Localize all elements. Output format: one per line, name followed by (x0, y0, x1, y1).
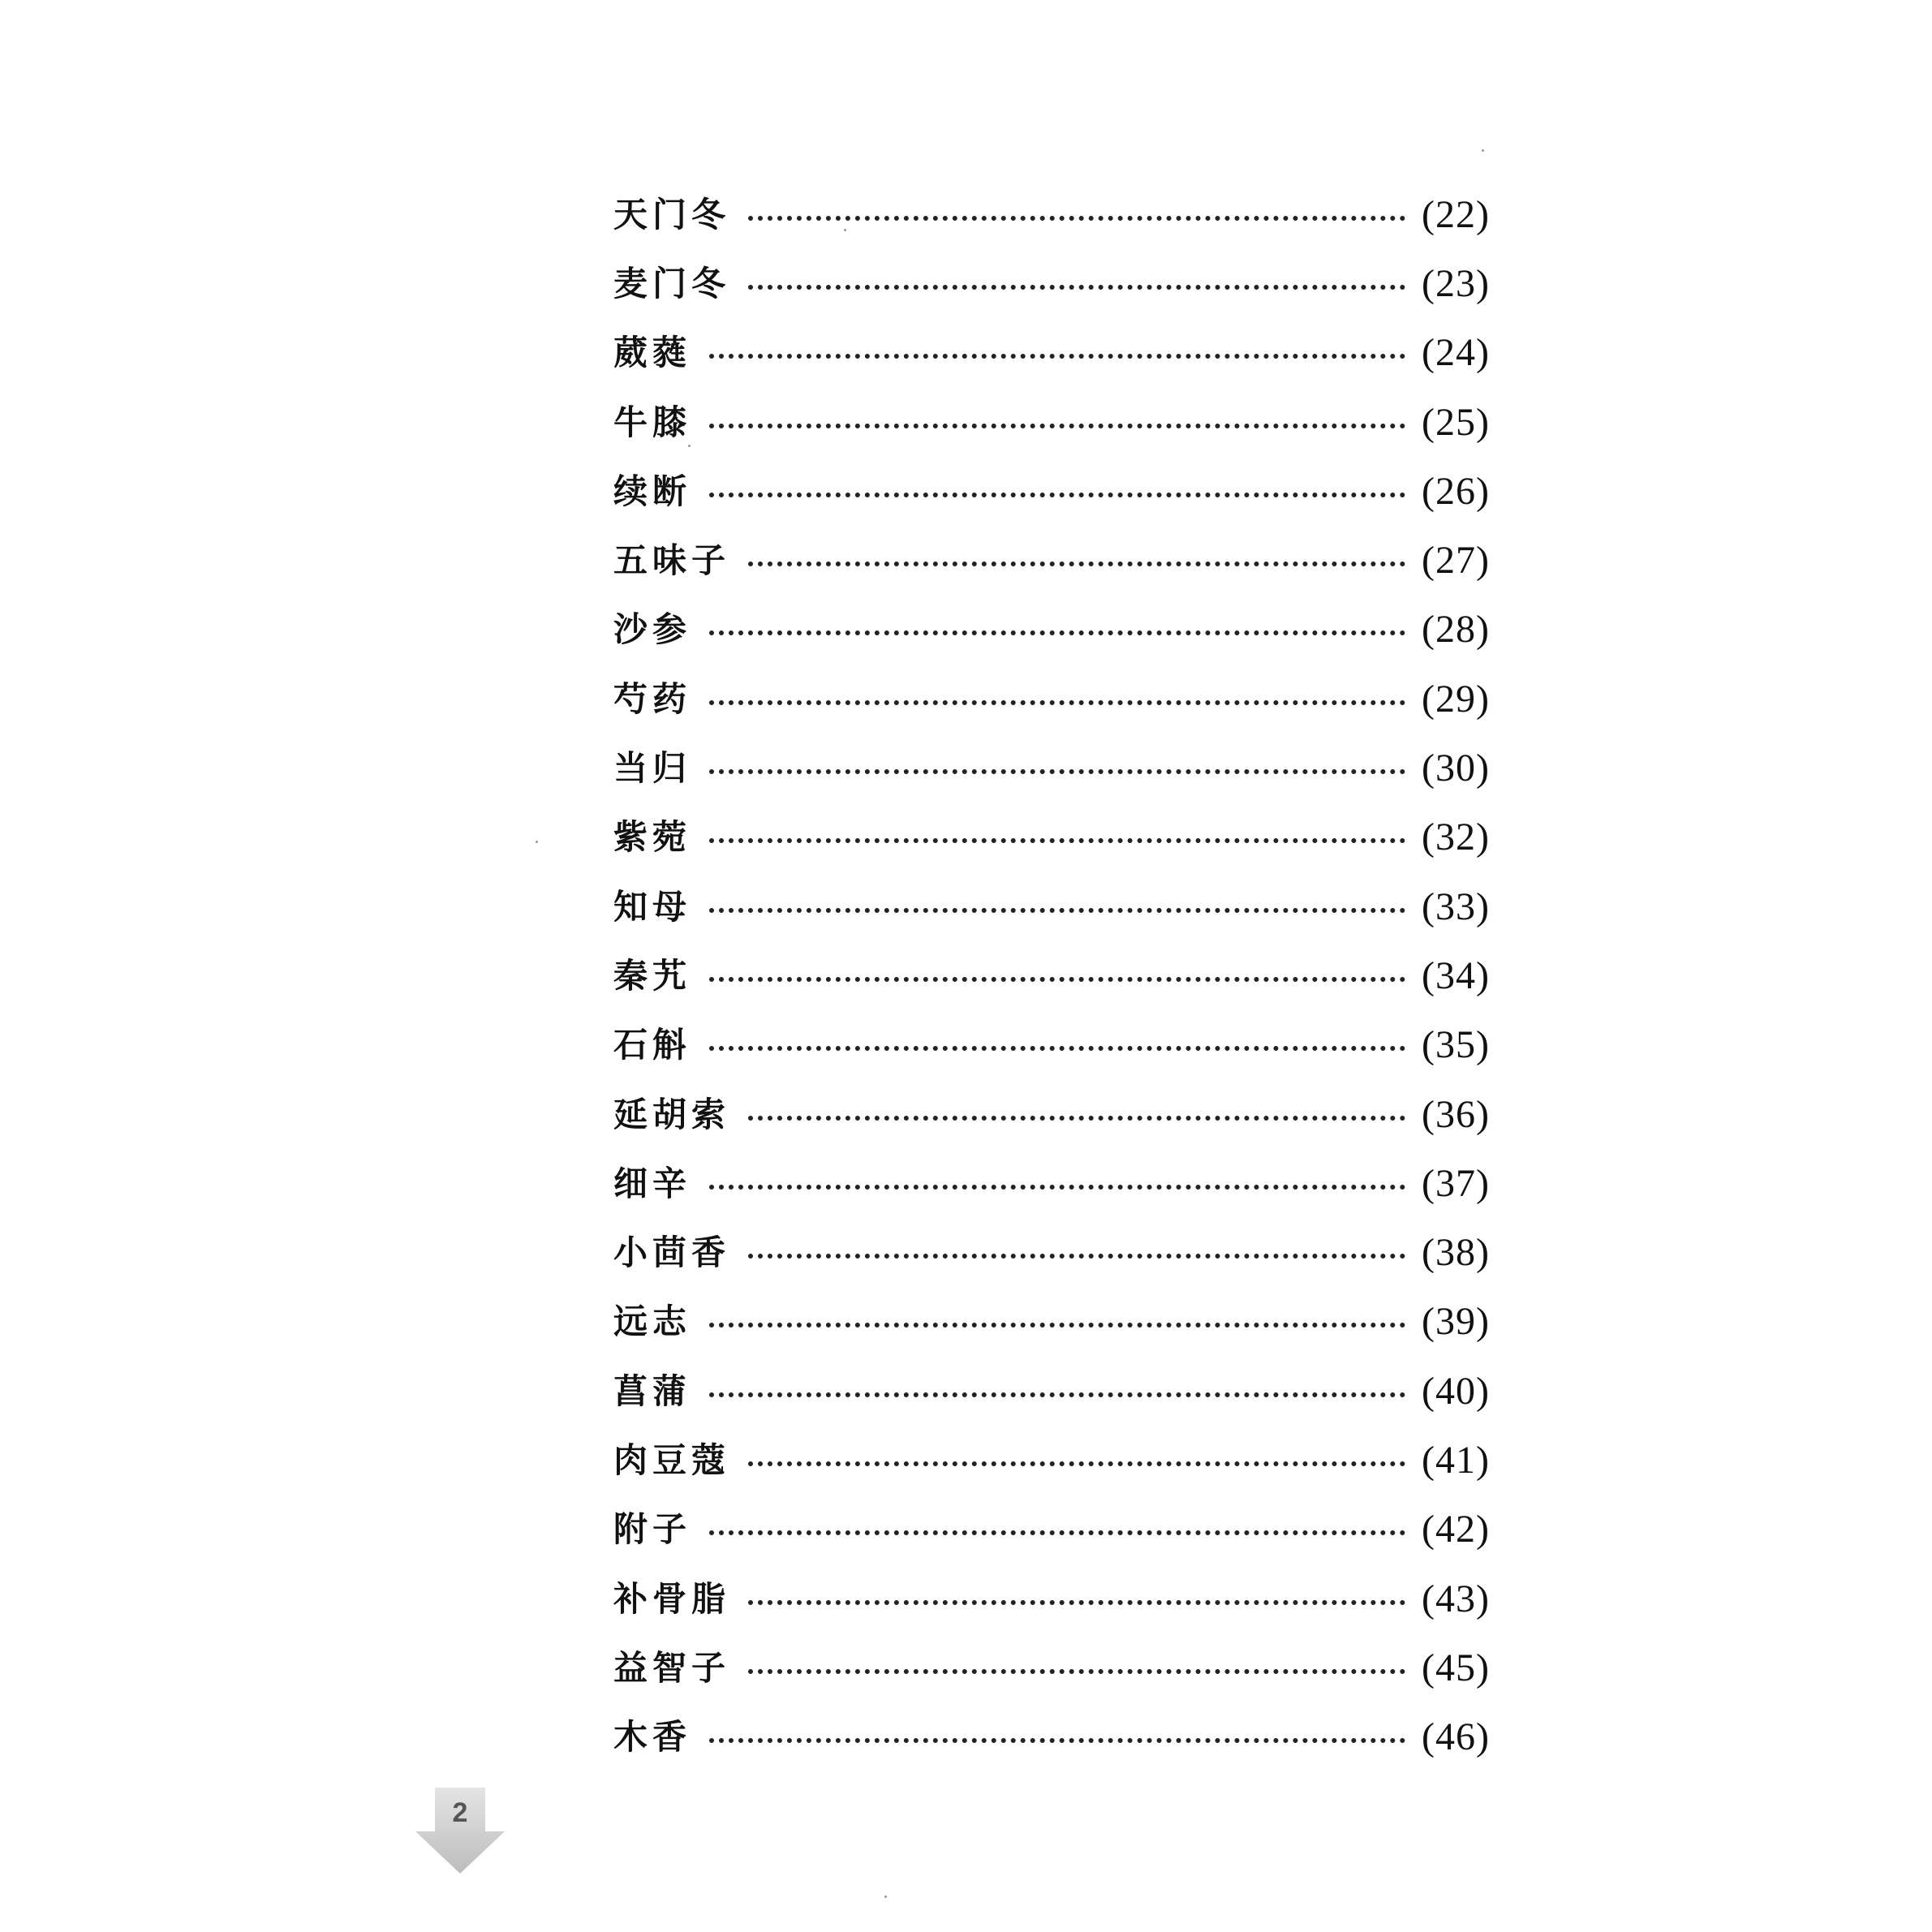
toc-entry-title: 附子 (613, 1509, 692, 1550)
toc-entry-page-number: (38) (1422, 1231, 1490, 1275)
toc-entry-title: 沙参 (613, 609, 692, 650)
toc-entry-page-number: (25) (1422, 400, 1490, 444)
toc-entry[interactable] (613, 249, 1490, 318)
dot-leader (709, 977, 1405, 982)
toc-entry-title: 肉豆蔻 (613, 1439, 731, 1480)
scan-speck (688, 445, 691, 447)
toc-entry[interactable] (613, 1080, 1490, 1149)
dot-leader (748, 1600, 1405, 1605)
toc-entry[interactable] (613, 1288, 1490, 1357)
toc-entry-page-number: (37) (1422, 1161, 1490, 1205)
dot-leader (748, 1116, 1405, 1121)
toc-entry-page-number: (34) (1422, 953, 1490, 997)
toc-entry[interactable] (613, 388, 1490, 457)
toc-entry-title: 知母 (613, 886, 692, 927)
toc-entry-title: 牛膝 (613, 402, 692, 442)
toc-entry-page-number: (46) (1422, 1715, 1490, 1759)
toc-entry-page-number: (30) (1422, 747, 1490, 790)
toc-entry-title: 紫菀 (613, 817, 692, 858)
toc-entry-page-number: (29) (1422, 677, 1490, 721)
dot-leader (709, 493, 1405, 497)
toc-entry-title: 续断 (613, 471, 692, 511)
toc-entry-title: 小茴香 (613, 1233, 731, 1273)
toc-entry-page-number: (24) (1422, 331, 1490, 375)
dot-leader (748, 1669, 1405, 1674)
toc-entry[interactable] (613, 734, 1490, 802)
toc-entry[interactable] (613, 319, 1490, 388)
dot-leader (709, 769, 1405, 774)
scan-speck (844, 229, 846, 231)
toc-entry-page-number: (39) (1422, 1300, 1490, 1344)
toc-entry[interactable] (613, 457, 1490, 526)
dot-leader (709, 630, 1405, 635)
toc-entry[interactable] (613, 1011, 1490, 1080)
scan-speck (884, 1895, 887, 1898)
toc-entry-title: 芍药 (613, 678, 692, 719)
toc-entry-page-number: (45) (1422, 1646, 1490, 1689)
toc-entry-title: 葳蕤 (613, 333, 692, 373)
toc-entry[interactable] (613, 1357, 1490, 1426)
toc-entry-title: 补骨脂 (613, 1578, 731, 1619)
toc-entry[interactable] (613, 1703, 1490, 1772)
dot-leader (709, 1323, 1405, 1327)
toc-entry-page-number: (36) (1422, 1092, 1490, 1136)
toc-entry[interactable] (613, 1149, 1490, 1218)
toc-entry-page-number: (26) (1422, 469, 1490, 513)
toc-entry-page-number: (43) (1422, 1577, 1490, 1620)
toc-entry-title: 细辛 (613, 1163, 692, 1203)
toc-entry-title: 菖蒲 (613, 1370, 692, 1411)
toc-entry-page-number: (32) (1422, 815, 1490, 859)
toc-entry-title: 天门冬 (613, 194, 731, 235)
toc-entry-page-number: (33) (1422, 884, 1490, 928)
toc-entry[interactable] (613, 526, 1490, 595)
table-of-contents (613, 180, 1490, 1772)
dot-leader (709, 424, 1405, 428)
toc-entry-page-number: (23) (1422, 261, 1490, 305)
toc-entry-page-number: (40) (1422, 1369, 1490, 1413)
toc-entry[interactable] (613, 665, 1490, 734)
dot-leader (709, 1530, 1405, 1535)
toc-entry[interactable] (613, 1633, 1490, 1702)
toc-entry[interactable] (613, 1218, 1490, 1287)
toc-entry[interactable] (613, 872, 1490, 941)
dot-leader (709, 700, 1405, 705)
dot-leader (748, 562, 1405, 566)
dot-leader (748, 1254, 1405, 1259)
dot-leader (709, 1738, 1405, 1743)
toc-entry-page-number: (41) (1422, 1438, 1490, 1482)
toc-entry[interactable] (613, 180, 1490, 249)
toc-entry-title: 远志 (613, 1302, 692, 1342)
scan-speck (1482, 149, 1484, 152)
toc-entry-page-number: (22) (1422, 192, 1490, 236)
toc-entry[interactable] (613, 1495, 1490, 1564)
toc-entry-title: 木香 (613, 1717, 692, 1758)
toc-entry-page-number: (27) (1422, 539, 1490, 583)
toc-entry-title: 秦艽 (613, 955, 692, 996)
toc-entry-title: 当归 (613, 748, 692, 789)
dot-leader (748, 1461, 1405, 1466)
dot-leader (709, 838, 1405, 843)
dot-leader (709, 1046, 1405, 1051)
dot-leader (709, 354, 1405, 359)
toc-entry-title: 麦门冬 (613, 263, 731, 303)
dot-leader (748, 216, 1405, 221)
toc-entry-title: 石斛 (613, 1025, 692, 1065)
scan-speck (536, 841, 538, 843)
toc-entry-page-number: (35) (1422, 1023, 1490, 1067)
toc-entry-title: 益智子 (613, 1647, 731, 1688)
page-number: 2 (452, 1797, 468, 1828)
dot-leader (748, 285, 1405, 290)
toc-entry-title: 五味子 (613, 540, 731, 581)
toc-entry[interactable] (613, 803, 1490, 872)
down-arrow-icon (412, 1781, 508, 1877)
page-number-badge (412, 1781, 508, 1877)
toc-entry-page-number: (28) (1422, 608, 1490, 652)
toc-entry-page-number: (42) (1422, 1508, 1490, 1551)
toc-entry-title: 延胡索 (613, 1094, 731, 1134)
dot-leader (709, 1185, 1405, 1190)
toc-entry[interactable] (613, 1426, 1490, 1495)
toc-entry[interactable] (613, 1564, 1490, 1633)
toc-entry[interactable] (613, 941, 1490, 1010)
dot-leader (709, 908, 1405, 913)
toc-entry[interactable] (613, 596, 1490, 665)
dot-leader (709, 1392, 1405, 1397)
